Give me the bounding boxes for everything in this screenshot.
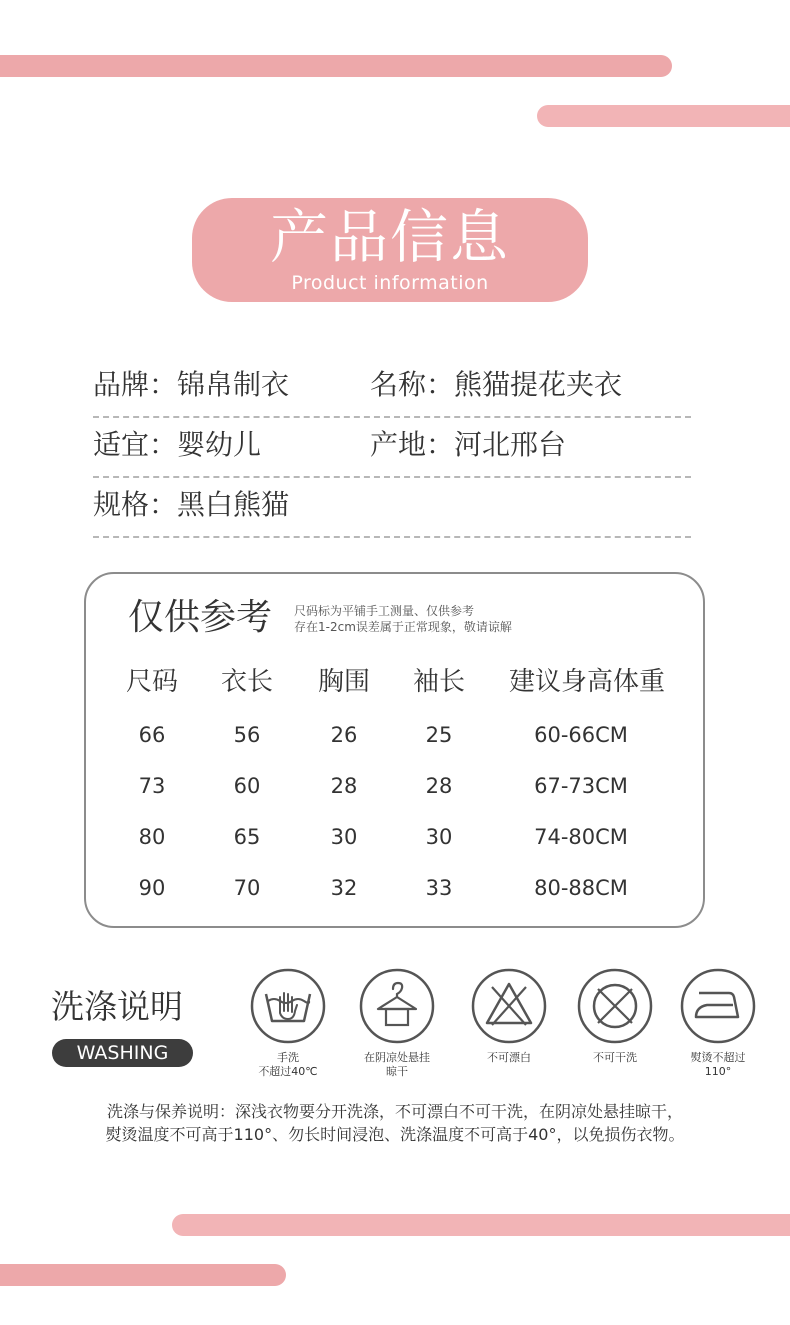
care-item-no-bleach: [454, 967, 564, 1065]
table-cell: 28: [330, 774, 358, 798]
info-label: 适宜：: [93, 428, 178, 461]
table-header: [86, 664, 703, 700]
size-chart-note: [294, 603, 512, 635]
care-label-line: 熨烫不超过: [690, 1051, 746, 1064]
column-header: 衣长: [220, 667, 274, 697]
table-cell: 26: [330, 723, 358, 747]
care-item-no-dry-clean: [560, 967, 670, 1065]
no-bleach-icon: [470, 967, 548, 1045]
info-cell-origin: [370, 427, 566, 463]
care-description-line: 洗涤与保养说明：深浅衣物要分开洗涤，不可漂白不可干洗，在阴凉处悬挂晾干，: [106, 1102, 683, 1121]
info-row: [93, 476, 691, 538]
info-value: 锦帛制衣: [177, 368, 290, 401]
page-title: 产品信息: [269, 203, 510, 271]
table-cell: 56: [233, 723, 261, 747]
info-value: 熊猫提花夹衣: [454, 368, 623, 401]
care-label-line: 不可漂白: [487, 1051, 531, 1064]
table-row: [86, 768, 703, 804]
washing-title: 洗涤说明: [51, 987, 183, 1026]
table-cell: 28: [425, 774, 453, 798]
care-label: [663, 1051, 773, 1079]
care-label-line: 不可干洗: [593, 1051, 637, 1064]
table-cell: 60-66CM: [534, 723, 628, 747]
info-cell-brand: [93, 367, 289, 403]
table-cell: 65: [233, 825, 261, 849]
care-label-line: 不超过40℃: [258, 1065, 318, 1078]
table-row: [86, 717, 703, 753]
table-cell: 32: [330, 876, 358, 900]
info-value: 河北邢台: [454, 428, 567, 461]
info-label: 产地：: [370, 428, 455, 461]
care-label: [454, 1051, 564, 1065]
info-cell-spec: [93, 487, 289, 523]
care-item-hand-wash: [233, 967, 343, 1079]
info-label: 品牌：: [93, 368, 178, 401]
decor-bar-top-right: [537, 105, 790, 127]
table-cell: 70: [233, 876, 261, 900]
info-value: 黑白熊猫: [177, 488, 290, 521]
care-label: [233, 1051, 343, 1079]
table-cell: 60: [233, 774, 261, 798]
decor-bar-bottom-right: [172, 1214, 790, 1236]
table-row: [86, 870, 703, 906]
size-note-line: 存在1-2cm误差属于正常现象，敬请谅解: [294, 620, 512, 634]
decor-bar-bottom-left: [0, 1264, 286, 1286]
page-subtitle: Product information: [291, 272, 489, 294]
table-cell: 73: [138, 774, 166, 798]
info-value: 婴幼儿: [177, 428, 262, 461]
info-label: 名称：: [370, 368, 455, 401]
table-cell: 66: [138, 723, 166, 747]
care-label-line: 晾干: [386, 1065, 408, 1078]
care-label-line: 110°: [704, 1065, 732, 1078]
care-item-hang-dry: [342, 967, 452, 1079]
size-chart: [84, 572, 705, 928]
info-label: 规格：: [93, 488, 178, 521]
care-label-line: 在阴凉处悬挂: [364, 1051, 430, 1064]
info-row: [93, 416, 691, 478]
table-cell: 25: [425, 723, 453, 747]
size-note-line: 尺码标为平铺手工测量、仅供参考: [294, 604, 475, 618]
size-chart-title: 仅供参考: [128, 597, 273, 638]
info-row: [93, 356, 691, 418]
table-cell: 33: [425, 876, 453, 900]
care-label: [342, 1051, 452, 1079]
table-cell: 67-73CM: [534, 774, 628, 798]
table-cell: 30: [425, 825, 453, 849]
care-item-iron: [663, 967, 773, 1079]
decor-bar-top-left: [0, 55, 672, 77]
no-dry-clean-icon: [576, 967, 654, 1045]
info-cell-name: [370, 367, 622, 403]
table-row: [86, 819, 703, 855]
care-label: [560, 1051, 670, 1065]
section-title-pill: [192, 198, 588, 302]
hand-wash-icon: [249, 967, 327, 1045]
column-header: 尺码: [125, 667, 179, 697]
table-cell: 74-80CM: [534, 825, 628, 849]
care-description-line: 熨烫温度不可高于110°、勿长时间浸泡、洗涤温度不可高于40°，以免损伤衣物。: [105, 1125, 685, 1144]
washing-badge: WASHING: [52, 1039, 193, 1067]
table-cell: 80: [138, 825, 166, 849]
column-header: 袖长: [412, 667, 466, 697]
column-header: 建议身高体重: [508, 667, 666, 697]
info-cell-suitable: [93, 427, 261, 463]
column-header: 胸围: [317, 667, 371, 697]
table-cell: 90: [138, 876, 166, 900]
care-label-line: 手洗: [277, 1051, 299, 1064]
hang-dry-icon: [358, 967, 436, 1045]
table-cell: 80-88CM: [534, 876, 628, 900]
table-cell: 30: [330, 825, 358, 849]
iron-icon: [679, 967, 757, 1045]
care-description: [40, 1100, 750, 1146]
